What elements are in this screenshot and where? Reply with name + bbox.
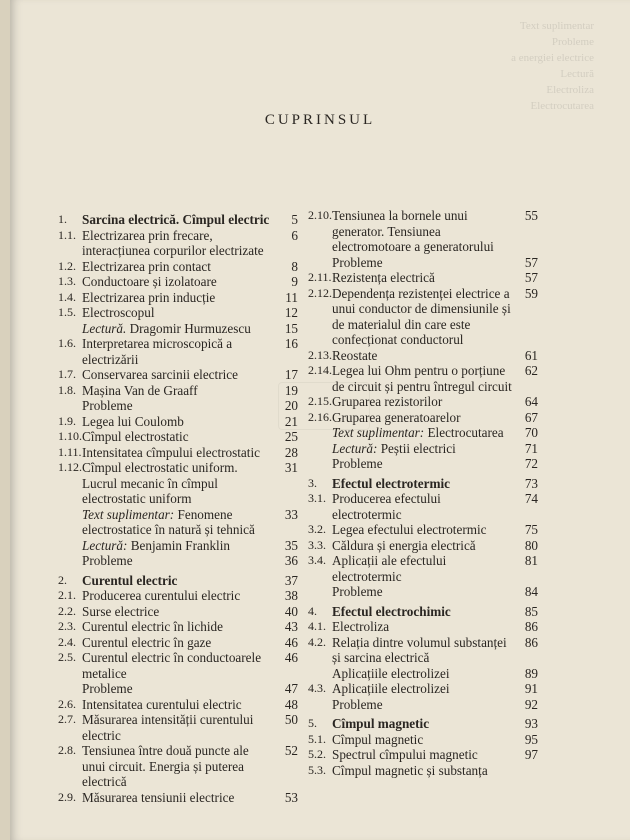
toc-entry-page: 33 [284, 506, 298, 522]
toc-entry-title: Electroscopul [82, 305, 155, 320]
toc-entry [308, 491, 538, 522]
toc-entry-title: Tensiunea la bornele unui generator. Tensiunea electromotoare a generatorului [332, 208, 494, 254]
toc-entry-page: 91 [524, 681, 538, 696]
toc-entry-page: 67 [524, 409, 538, 425]
toc-entry-page: 85 [524, 603, 538, 619]
bleed-line: a energiei electrice [511, 52, 594, 64]
toc-entry-page: 21 [284, 413, 298, 429]
toc-entry-title: Aplicații ale efectului electrotermic [332, 553, 447, 584]
toc-entry-title: Text suplimentar: Electrocutarea [332, 425, 504, 440]
toc-entry-title: Lectură. Dragomir Hurmuzescu [82, 320, 251, 336]
toc-entry-title: Intensitatea cîmpului electrostatic [82, 444, 260, 460]
toc-entry-title: Curentul electric [82, 572, 178, 588]
toc-entry-page: 25 [284, 429, 298, 444]
bleed-line: Probleme [551, 36, 594, 48]
toc-entry [308, 538, 538, 554]
toc-entry-title: Rezistența electrică [332, 270, 435, 285]
toc-entry [58, 367, 298, 383]
toc-entry-page: 86 [524, 634, 538, 650]
toc-entry-title: Probleme [332, 456, 383, 471]
toc-entry [308, 604, 538, 620]
toc-entry-page: 31 [284, 460, 298, 475]
toc-entry-number: 1.7. [58, 367, 76, 381]
toc-entry-title: Măsurarea tensiunii electrice [82, 789, 235, 805]
toc-entry-number: 2.10. [308, 208, 332, 222]
toc-entry-page: 19 [284, 382, 298, 398]
toc-entry-title: Lectură: Benjamin Franklin [82, 537, 230, 553]
toc-entry-title: Text suplimentar: Fenomene electrostatice în natură și tehnică [82, 506, 255, 537]
toc-entry-page: 16 [284, 336, 298, 351]
toc-entry-page: 15 [284, 320, 298, 336]
toc-entry-title: Căldura și energia electrică [332, 537, 476, 553]
toc-entry-page: 37 [284, 572, 298, 588]
toc-entry-page: 9 [291, 274, 298, 289]
toc-entry [58, 650, 298, 681]
toc-entry-page: 93 [524, 716, 538, 731]
toc-entry-page: 38 [284, 588, 298, 603]
toc-entry-page: 86 [524, 619, 538, 634]
toc-entry-title: Cîmpul electrostatic [82, 429, 189, 444]
toc-entry-title: Electrizarea prin inducție [82, 289, 216, 305]
toc-entry [308, 681, 538, 697]
toc-entry-page: 40 [284, 603, 298, 619]
toc-entry-number: 1.1. [58, 227, 76, 242]
toc-entry-number: 5. [308, 716, 317, 730]
toc-entry [58, 259, 298, 275]
toc-entry-title: Probleme [82, 398, 133, 413]
toc-entry-number: 2. [58, 572, 67, 587]
toc-entry-title: Legea lui Ohm pentru o porțiune de circuit și pentru întregul circuit [332, 363, 512, 394]
toc-entry-page: 72 [524, 456, 538, 471]
toc-entry [58, 445, 298, 461]
toc-entry-number: 4.2. [308, 634, 326, 649]
toc-entry-number: 2.5. [58, 650, 76, 664]
toc-entry-title: Surse electrice [82, 603, 160, 619]
toc-entry [58, 743, 298, 790]
toc-entry-page: 57 [524, 254, 538, 270]
toc-entry-page: 6 [291, 227, 298, 243]
toc-entry-page: 46 [284, 650, 298, 665]
toc-entry [308, 410, 538, 426]
toc-entry-title: Cîmpul electrostatic uniform. Lucrul mecanic în cîmpul electrostatic uniform [82, 460, 238, 506]
toc-entry [58, 507, 298, 538]
toc-entry [58, 398, 298, 414]
toc-entry-title: Electrizarea prin frecare, interacțiunea corpurilor electrizate [82, 227, 264, 258]
toc-entry-title: Tensiunea între două puncte ale unui circuit. Energia și puterea electrică [82, 743, 249, 789]
toc-entry-number: 1.12. [58, 460, 82, 474]
toc-entry [308, 763, 538, 779]
toc-entry-page: 17 [284, 367, 298, 382]
toc-entry [58, 460, 298, 507]
toc-entry-title: Cîmpul magnetic și substanța [332, 762, 488, 778]
toc-entry [58, 588, 298, 604]
toc-entry-title: Probleme [332, 254, 383, 270]
toc-entry-title: Interpretarea microscopică a electrizării [82, 336, 233, 367]
toc-entry-page: 57 [524, 270, 538, 285]
toc-entry [308, 208, 538, 255]
toc-entry-number: 2.16. [308, 409, 332, 424]
toc-entry-page: 36 [284, 553, 298, 568]
toc-entry-page: 81 [524, 553, 538, 568]
book-page [10, 0, 630, 840]
toc-entry-number: 5.1. [308, 731, 326, 746]
toc-entry-number: 1.6. [58, 336, 76, 350]
toc-entry-page: 75 [524, 522, 538, 537]
toc-entry [58, 790, 298, 806]
toc-entry-title: Probleme [332, 584, 383, 599]
toc-entry [58, 604, 298, 620]
toc-entry [308, 456, 538, 472]
toc-entry-page: 73 [524, 475, 538, 491]
toc-entry-number: 1.2. [58, 258, 76, 273]
toc-entry [58, 383, 298, 399]
toc-entry-page: 47 [284, 681, 298, 696]
toc-entry-title: Intensitatea curentului electric [82, 696, 242, 712]
toc-entry-page: 12 [284, 305, 298, 320]
toc-entry-number: 3.4. [308, 553, 326, 567]
toc-entry [58, 212, 298, 228]
toc-entry-number: 2.13. [308, 347, 332, 362]
toc-entry-page: 74 [524, 491, 538, 506]
toc-entry-page: 61 [524, 347, 538, 363]
toc-entry [308, 425, 538, 441]
toc-entry-number: 2.15. [308, 394, 332, 408]
toc-entry [308, 255, 538, 271]
toc-entry [308, 635, 538, 666]
bleed-line: Electrocutarea [530, 100, 594, 112]
toc-entry-number: 2.12. [308, 285, 332, 300]
toc-entry-title: Probleme [332, 696, 383, 712]
toc-entry-title: Efectul electrochimic [332, 603, 451, 619]
toc-entry [58, 228, 298, 259]
toc-entry [308, 732, 538, 748]
toc-entry-number: 3.2. [308, 522, 326, 536]
toc-entry-page: 55 [524, 208, 538, 223]
toc-entry [308, 476, 538, 492]
toc-entry-number: 1.11. [58, 444, 82, 459]
bleed-line: Text suplimentar [519, 20, 594, 32]
toc-entry-page: 95 [524, 731, 538, 747]
toc-entry-page: 89 [524, 665, 538, 681]
toc-entry-title: Gruparea rezistorilor [332, 394, 443, 409]
toc-entry-title: Gruparea generatoarelor [332, 409, 461, 425]
toc-entry-title: Aplicațiile electrolizei [332, 681, 450, 696]
toc-entry-number: 1.10. [58, 429, 82, 443]
toc-entry [308, 553, 538, 584]
toc-entry-title: Cîmpul magnetic [332, 731, 424, 747]
toc-entry-number: 4.3. [308, 681, 326, 695]
toc-entry-title: Conductoare și izolatoare [82, 274, 217, 289]
toc-entry-page: 35 [284, 537, 298, 553]
toc-entry-page: 62 [524, 363, 538, 378]
toc-entry [58, 336, 298, 367]
toc-entry-title: Dependența rezistenței electrice a unui conductor de dimensiunile și de materialul din care este confecționat conductorul [332, 285, 511, 347]
toc-entry-page: 50 [284, 712, 298, 727]
toc-entry-page: 11 [285, 289, 298, 305]
toc-entry [308, 394, 538, 410]
toc-right-column [308, 208, 538, 778]
toc-entry [308, 348, 538, 364]
toc-entry-title: Lectură: Peștii electrici [332, 440, 456, 456]
toc-entry-title: Legea efectului electrotermic [332, 522, 487, 537]
toc-entry-page: 97 [524, 747, 538, 762]
toc-entry [58, 538, 298, 554]
toc-entry [58, 414, 298, 430]
toc-entry [58, 274, 298, 290]
toc-entry [308, 697, 538, 713]
toc-entry [308, 270, 538, 286]
toc-left-column [58, 208, 298, 805]
toc-entry-title: Legea lui Coulomb [82, 413, 184, 429]
toc-entry [58, 697, 298, 713]
toc-entry [58, 290, 298, 306]
bleed-line: Electroliza [546, 84, 594, 96]
toc-entry-number: 3. [308, 475, 317, 490]
toc-entry-page: 53 [284, 789, 298, 805]
toc-entry-page: 28 [284, 444, 298, 460]
toc-entry-number: 1.9. [58, 413, 76, 428]
toc-entry-page: 92 [524, 696, 538, 712]
page-title: CUPRINSUL [264, 112, 376, 128]
toc-entry-title: Conservarea sarcinii electrice [82, 367, 238, 382]
toc-entry-number: 2.3. [58, 619, 76, 633]
toc-entry-title: Electroliza [332, 619, 390, 634]
toc-entry-number: 2.8. [58, 743, 76, 757]
toc-entry [58, 619, 298, 635]
toc-entry [58, 681, 298, 697]
toc-entry [308, 286, 538, 348]
toc-entry-title: Curentul electric în gaze [82, 634, 212, 650]
toc-entry-number: 2.1. [58, 588, 76, 602]
toc-entry-number: 2.14. [308, 363, 332, 377]
toc-entry-page: 84 [524, 584, 538, 599]
toc-entry [58, 635, 298, 651]
toc-entry-title: Efectul electrotermic [332, 475, 451, 491]
toc-entry-title: Probleme [82, 681, 133, 696]
toc-entry-page: 5 [291, 212, 298, 227]
toc-entry-number: 5.3. [308, 762, 326, 777]
toc-entry-title: Curentul electric în lichide [82, 619, 223, 634]
toc-entry [308, 747, 538, 763]
toc-entry-page: 70 [524, 425, 538, 440]
toc-entry-title: Reostate [332, 347, 378, 363]
toc-entry-number: 2.9. [58, 789, 76, 804]
toc-entry-page: 8 [291, 258, 298, 274]
toc-entry-number: 1. [58, 212, 67, 226]
toc-entry-page: 46 [284, 634, 298, 650]
toc-entry [58, 712, 298, 743]
toc-entry-page: 48 [284, 696, 298, 712]
toc-entry [58, 553, 298, 569]
toc-entry [308, 716, 538, 732]
toc-entry-title: Sarcina electrică. Cîmpul electric [82, 212, 270, 227]
toc-entry-title: Spectrul cîmpului magnetic [332, 747, 478, 762]
toc-entry-page: 71 [524, 440, 538, 456]
toc-entry-number: 2.4. [58, 634, 76, 649]
toc-entry [308, 584, 538, 600]
toc-entry [58, 321, 298, 337]
bleed-line: Lectură [560, 68, 594, 80]
toc-entry-title: Aplicațiile electrolizei [332, 665, 450, 681]
toc-entry [58, 305, 298, 321]
toc-entry-title: Relația dintre volumul substanței și sarcina electrică [332, 634, 507, 665]
toc-entry-title: Producerea curentului electric [82, 588, 241, 603]
toc-entry-number: 2.2. [58, 603, 76, 618]
toc-entry-page: 80 [524, 537, 538, 553]
bleed-through-text [334, 18, 594, 114]
toc-entry-page: 59 [524, 285, 538, 301]
toc-entry [308, 363, 538, 394]
toc-entry-title: Mașina Van de Graaff [82, 382, 198, 398]
toc-entry [308, 619, 538, 635]
toc-entry [308, 666, 538, 682]
toc-entry-title: Producerea efectului electrotermic [332, 491, 441, 522]
toc-entry-number: 4.1. [308, 619, 326, 633]
toc-entry-number: 5.2. [308, 747, 326, 761]
toc-entry-number: 1.5. [58, 305, 76, 319]
toc-entry-number: 3.1. [308, 491, 326, 505]
toc-entry-number: 3.3. [308, 537, 326, 552]
toc-entry-title: Cîmpul magnetic [332, 716, 430, 731]
toc-entry-title: Măsurarea intensității curentului electric [82, 712, 254, 743]
toc-entry-number: 4. [308, 603, 317, 618]
toc-entry-page: 20 [284, 398, 298, 413]
toc-entry-number: 1.8. [58, 382, 76, 397]
toc-entry-number: 2.7. [58, 712, 76, 726]
toc-entry [308, 441, 538, 457]
toc-entry-title: Probleme [82, 553, 133, 568]
toc-entry-number: 2.11. [308, 270, 332, 284]
toc-entry-number: 2.6. [58, 696, 76, 711]
toc-entry [58, 573, 298, 589]
toc-entry [58, 429, 298, 445]
toc-entry-title: Curentul electric în conductoarele metalice [82, 650, 262, 681]
toc-entry-number: 1.4. [58, 289, 76, 304]
toc-entry-title: Electrizarea prin contact [82, 258, 211, 274]
toc-entry-page: 52 [284, 743, 298, 758]
toc-entry-number: 1.3. [58, 274, 76, 288]
toc-entry-page: 64 [524, 394, 538, 409]
toc-entry [308, 522, 538, 538]
toc-entry-page: 43 [284, 619, 298, 634]
